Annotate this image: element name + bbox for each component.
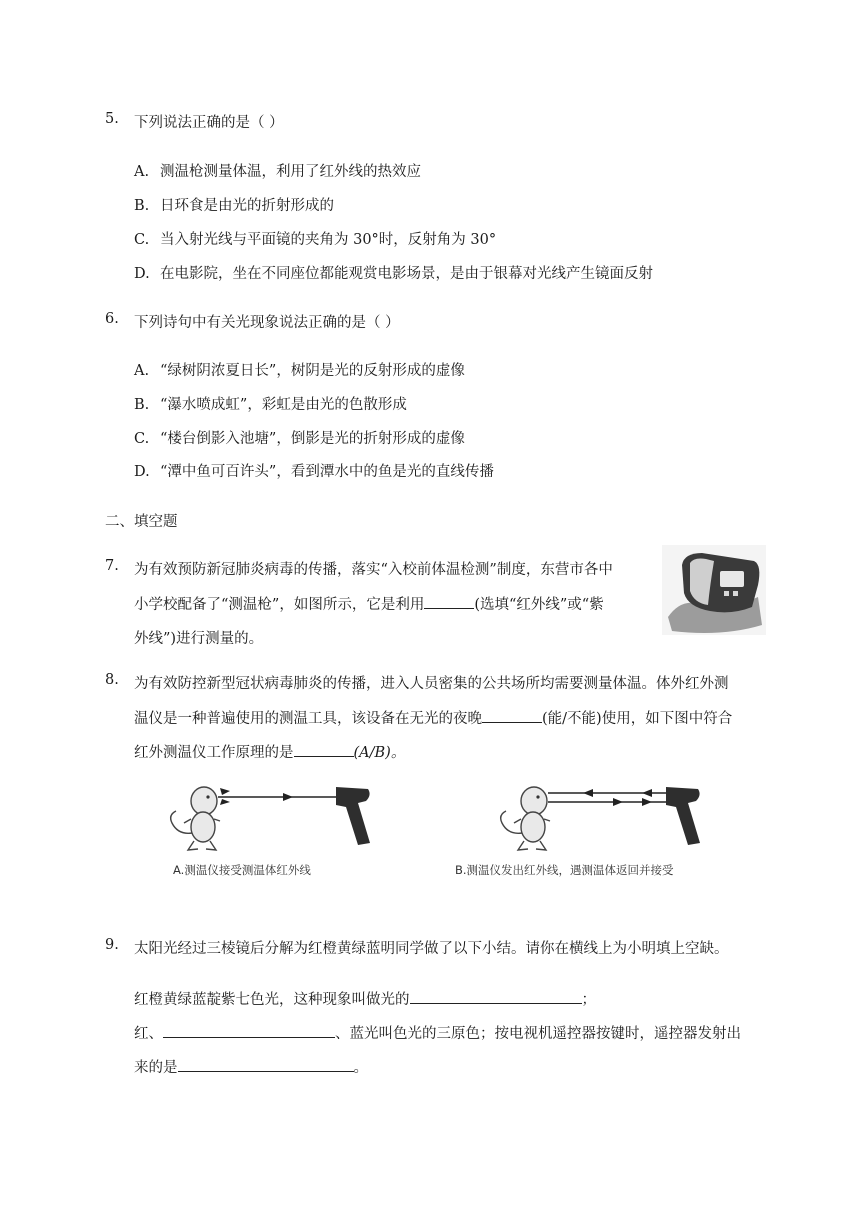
option-text: “潭中鱼可百许头”，看到潭水中的鱼是光的直线传播 — [160, 464, 494, 480]
question-5-stem: 下列说法正确的是（ ） — [134, 115, 284, 131]
question-8-number: 8. — [105, 672, 119, 688]
question-6-option-d[interactable] — [134, 460, 494, 481]
question-6-option-c[interactable] — [134, 427, 465, 448]
answer-blank[interactable] — [163, 1023, 335, 1038]
figure-b-illustration — [488, 775, 708, 855]
answer-blank[interactable] — [294, 742, 354, 757]
question-6-stem: 下列诗句中有关光现象说法正确的是（ ） — [134, 315, 400, 331]
question-7-line-1: 为有效预防新冠肺炎病毒的传播，落实“入校前体温检测”制度，东营市各中 — [134, 562, 613, 578]
question-6-option-b[interactable] — [134, 393, 407, 414]
question-5-option-d[interactable] — [134, 262, 653, 283]
question-9-line-4-text-a: 来的是 — [134, 1060, 178, 1076]
question-5-option-b[interactable] — [134, 194, 334, 215]
question-8-line-1: 为有效防控新型冠状病毒肺炎的传播，进入人员密集的公共场所均需要测量体温。体外红外测 — [134, 676, 729, 692]
answer-blank[interactable] — [178, 1057, 354, 1072]
option-text: 测温枪测量体温，利用了红外线的热效应 — [160, 164, 421, 180]
option-text: 在电影院，坐在不同座位都能观赏电影场景，是由于银幕对光线产生镜面反射 — [160, 266, 653, 282]
question-5-option-a[interactable] — [134, 160, 421, 181]
question-7-number: 7. — [105, 558, 119, 574]
question-9-line-2-text-b: ； — [581, 992, 596, 1008]
section-title: 二、填空题 — [105, 514, 178, 530]
question-5-option-c[interactable] — [134, 228, 496, 249]
question-8-line-3 — [134, 741, 405, 762]
question-9-line-4-text-b: 。 — [353, 1060, 368, 1076]
option-label: C. — [134, 232, 150, 248]
option-label: D. — [134, 464, 150, 480]
option-label: A. — [134, 363, 150, 379]
question-9-line-2 — [134, 988, 596, 1009]
answer-blank[interactable] — [410, 989, 582, 1004]
option-text: “绿树阴浓夏日长”，树阴是光的反射形成的虚像 — [160, 363, 465, 379]
question-7-line-2-text-b: (选填“红外线”或“紫 — [474, 597, 604, 613]
question-8-line-2 — [134, 707, 732, 728]
option-label: A. — [134, 164, 150, 180]
question-9-line-4 — [134, 1056, 368, 1077]
question-8-line-2-text-a: 温仪是一种普遍使用的测温工具，该设备在无光的夜晚 — [134, 711, 482, 727]
question-6-number: 6. — [105, 311, 119, 327]
question-9-line-3-text-b: 、蓝光叫色光的三原色；按电视机遥控器按键时，遥控器发射出 — [335, 1026, 741, 1042]
option-text: “瀑水喷成虹”，彩虹是由光的色散形成 — [160, 397, 407, 413]
question-8-line-3-text-b: (A/B)。 — [353, 745, 406, 761]
option-label: D. — [134, 266, 150, 282]
answer-blank[interactable] — [424, 594, 474, 609]
option-text: 当入射光线与平面镜的夹角为 30°时，反射角为 30° — [160, 232, 497, 248]
question-9-number: 9. — [105, 937, 119, 953]
option-text: 日环食是由光的折射形成的 — [160, 198, 334, 214]
option-label: B. — [134, 198, 150, 214]
figure-a-caption: A.测温仪接受测温体红外线 — [173, 863, 311, 877]
figure-b-caption: B.测温仪发出红外线，遇测温体返回并接受 — [455, 863, 674, 877]
option-text: “楼台倒影入池塘”，倒影是光的折射形成的虚像 — [160, 431, 465, 447]
question-6-option-a[interactable] — [134, 359, 465, 380]
question-9-line-3 — [134, 1022, 741, 1043]
question-9-line-1: 太阳光经过三棱镜后分解为红橙黄绿蓝明同学做了以下小结。请你在横线上为小明填上空缺。 — [134, 941, 729, 957]
question-7-line-3: 外线”)进行测量的。 — [134, 631, 264, 647]
question-8-line-3-text-a: 红外测温仪工作原理的是 — [134, 745, 294, 761]
figure-a-illustration — [158, 775, 378, 855]
question-5-number: 5. — [105, 111, 119, 127]
question-8-line-2-text-b: (能/不能)使用，如下图中符合 — [542, 711, 733, 727]
question-7-line-2 — [134, 593, 604, 614]
question-7-line-2-text-a: 小学校配备了“测温枪”，如图所示，它是利用 — [134, 597, 425, 613]
option-label: C. — [134, 431, 150, 447]
answer-blank[interactable] — [482, 708, 542, 723]
option-label: B. — [134, 397, 150, 413]
thermometer-gun-photo — [662, 545, 766, 635]
question-9-line-3-text-a: 红、 — [134, 1026, 163, 1042]
question-9-line-2-text-a: 红橙黄绿蓝靛紫七色光，这种现象叫做光的 — [134, 992, 410, 1008]
